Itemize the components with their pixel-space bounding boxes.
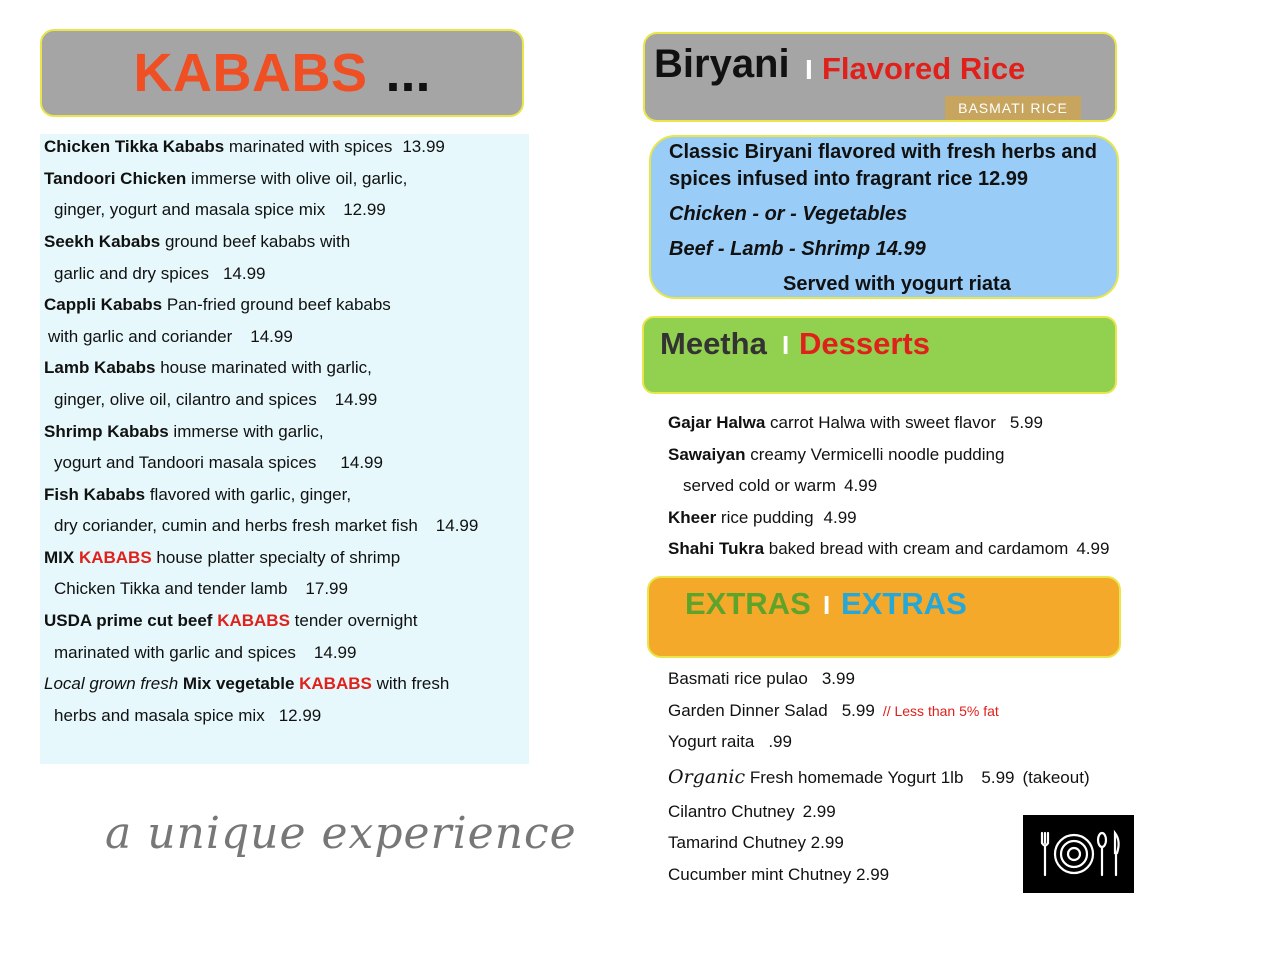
item-name: Lamb Kababs bbox=[44, 358, 156, 377]
item-desc: with garlic and coriander bbox=[48, 327, 233, 346]
plate-fork-spoon-knife-icon bbox=[1023, 815, 1134, 893]
item-price: 4.99 bbox=[823, 508, 857, 527]
item-name: Basmati rice pulao bbox=[668, 669, 808, 688]
item-intro: Local grown fresh bbox=[44, 674, 183, 693]
desserts-title: Meetha bbox=[660, 326, 767, 361]
item-desc: Pan-fried ground beef kababs bbox=[162, 295, 391, 314]
item-price: 14.99 bbox=[340, 453, 383, 472]
item-desc: marinated with garlic and spices bbox=[54, 643, 296, 662]
item-desc: rice pudding bbox=[716, 508, 814, 527]
item-name: MIX bbox=[44, 548, 79, 567]
item-name: Mix vegetable bbox=[182, 674, 300, 693]
low-fat-note: // Less than 5% fat bbox=[882, 703, 999, 719]
item-price: 12.99 bbox=[278, 706, 322, 725]
kababs-header bbox=[40, 29, 524, 117]
item-price: 5.99 bbox=[841, 701, 875, 720]
item-price: 14.99 bbox=[222, 264, 266, 283]
item-name: Sawaiyan bbox=[668, 445, 746, 464]
item-name: Shrimp Kababs bbox=[44, 422, 169, 441]
biryani-line-2: spices infused into fragrant rice 12.99 bbox=[669, 168, 1029, 190]
item-name: Garden Dinner Salad bbox=[668, 701, 828, 720]
tagline: a unique experience bbox=[105, 808, 577, 859]
menu-item-usda bbox=[44, 609, 418, 633]
item-price: 12.99 bbox=[343, 200, 386, 219]
item-desc: immerse with garlic, bbox=[168, 422, 324, 441]
biryani-title: Biryani bbox=[654, 42, 790, 86]
item-name: Yogurt raita bbox=[668, 732, 755, 751]
menu-item-tandoori-chicken-cont bbox=[54, 198, 386, 222]
item-desc: garlic and dry spices bbox=[54, 264, 209, 283]
menu-item-shrimp bbox=[44, 420, 324, 444]
biryani-line-1: Classic Biryani flavored with fresh herbs and bbox=[669, 141, 1097, 163]
title-separator: I bbox=[805, 54, 813, 85]
item-price: .99 bbox=[768, 732, 792, 751]
item-price: 14.99 bbox=[435, 516, 479, 535]
biryani-options-1: Chicken - or - Vegetables bbox=[669, 203, 908, 225]
item-desc: baked bread with cream and cardamom bbox=[764, 539, 1069, 558]
extras-title: EXTRAS bbox=[685, 586, 811, 621]
menu-item-shrimp-cont bbox=[54, 451, 383, 475]
menu-item-tandoori-chicken bbox=[44, 167, 407, 191]
extra-item-salad bbox=[668, 699, 999, 723]
item-desc: creamy Vermicelli noodle pudding bbox=[745, 445, 1005, 464]
menu-item-veg-cont bbox=[54, 704, 321, 728]
item-desc: flavored with garlic, ginger, bbox=[145, 485, 352, 504]
extra-item-pulao bbox=[668, 667, 855, 691]
item-desc: ginger, olive oil, cilantro and spices bbox=[54, 390, 317, 409]
menu-item-seekh-cont bbox=[54, 262, 266, 286]
item-price: 4.99 bbox=[1076, 539, 1110, 558]
biryani-subtitle: Flavored Rice bbox=[822, 51, 1026, 86]
item-desc: ginger, yogurt and masala spice mix bbox=[54, 200, 326, 219]
item-desc: ground beef kababs with bbox=[160, 232, 351, 251]
kababs-title: KABABS bbox=[133, 43, 368, 103]
item-price: 14.99 bbox=[334, 390, 378, 409]
menu-item-seekh bbox=[44, 230, 350, 254]
menu-item-chicken-tikka bbox=[44, 135, 445, 159]
kababs-menu-list bbox=[40, 134, 529, 764]
dessert-item-gajar-halwa bbox=[668, 411, 1043, 435]
basmati-rice-badge: BASMATI RICE bbox=[945, 96, 1081, 120]
menu-item-usda-cont bbox=[54, 641, 356, 665]
menu-item-lamb bbox=[44, 356, 372, 380]
item-desc: house marinated with garlic, bbox=[155, 358, 372, 377]
item-name-highlight: KABABS bbox=[78, 548, 152, 567]
item-desc: house platter specialty of shrimp bbox=[151, 548, 401, 567]
item-price: 3.99 bbox=[821, 669, 855, 688]
item-name: Seekh Kababs bbox=[44, 232, 161, 251]
item-desc: yogurt and Tandoori masala spices bbox=[54, 453, 317, 472]
item-desc: tender overnight bbox=[289, 611, 418, 630]
title-separator: I bbox=[823, 590, 831, 620]
item-desc: dry coriander, cumin and herbs fresh market fish bbox=[54, 516, 418, 535]
plate-logo-svg bbox=[1023, 815, 1134, 893]
dessert-item-sawaiyan-cont bbox=[683, 474, 877, 498]
item-name: Cilantro Chutney bbox=[668, 802, 795, 821]
desserts-header bbox=[642, 316, 1117, 394]
desserts-subtitle: Desserts bbox=[799, 326, 930, 361]
item-desc: carrot Halwa with sweet flavor bbox=[765, 413, 996, 432]
item-price: 5.99 bbox=[981, 768, 1015, 787]
item-desc: immerse with olive oil, garlic, bbox=[186, 169, 408, 188]
item-price: 14.99 bbox=[250, 327, 293, 346]
item-name: Shahi Tukra bbox=[668, 539, 765, 558]
kababs-ellipsis: ... bbox=[385, 43, 431, 103]
dessert-item-sawaiyan bbox=[668, 443, 1004, 467]
dessert-item-kheer bbox=[668, 506, 857, 530]
menu-item-fish bbox=[44, 483, 351, 507]
item-desc: with fresh bbox=[371, 674, 450, 693]
item-name: Tandoori Chicken bbox=[44, 169, 187, 188]
extras-header bbox=[647, 576, 1121, 658]
biryani-served-with: Served with yogurt riata bbox=[783, 273, 1011, 295]
item-name: Kheer bbox=[668, 508, 717, 527]
biryani-options-2: Beef - Lamb - Shrimp 14.99 bbox=[669, 238, 926, 260]
item-name: Chicken Tikka Kababs bbox=[44, 137, 225, 156]
item-desc: herbs and masala spice mix bbox=[54, 706, 265, 725]
extras-title-2: EXTRAS bbox=[841, 586, 967, 621]
item-price: 4.99 bbox=[844, 476, 878, 495]
item-desc: marinated with spices bbox=[224, 137, 393, 156]
menu-item-lamb-cont bbox=[54, 388, 377, 412]
extra-item-organic-yogurt bbox=[668, 765, 1090, 789]
item-desc: Chicken Tikka and tender lamb bbox=[54, 579, 288, 598]
biryani-details bbox=[649, 135, 1119, 299]
item-price: 2.99 bbox=[802, 802, 836, 821]
menu-item-fish-cont bbox=[54, 514, 478, 538]
item-name-highlight: KABABS bbox=[217, 611, 290, 630]
item-name-highlight: KABABS bbox=[299, 674, 372, 693]
menu-item-mix-cont bbox=[54, 577, 348, 601]
extra-item-cucumber-chutney: Cucumber mint Chutney 2.99 bbox=[668, 865, 890, 884]
item-name: USDA prime cut beef bbox=[44, 611, 218, 630]
item-price: 17.99 bbox=[305, 579, 348, 598]
menu-item-cappli-cont bbox=[48, 325, 293, 349]
item-name: Fish Kababs bbox=[44, 485, 146, 504]
extra-item-tamarind-chutney: Tamarind Chutney 2.99 bbox=[668, 833, 844, 852]
dessert-item-shahi-tukra bbox=[668, 537, 1109, 561]
organic-label: Organic bbox=[668, 766, 746, 788]
menu-item-veg bbox=[44, 672, 449, 696]
biryani-header bbox=[643, 32, 1117, 122]
menu-item-mix bbox=[44, 546, 400, 570]
item-name: Cappli Kababs bbox=[44, 295, 163, 314]
item-price: 13.99 bbox=[402, 137, 445, 156]
item-desc: served cold or warm bbox=[683, 476, 837, 495]
item-price: 14.99 bbox=[313, 643, 357, 662]
item-name: Fresh homemade Yogurt 1lb bbox=[745, 768, 964, 787]
extra-item-cilantro-chutney bbox=[668, 800, 836, 824]
item-price: 5.99 bbox=[1009, 413, 1043, 432]
title-separator: I bbox=[782, 330, 790, 360]
item-name: Gajar Halwa bbox=[668, 413, 766, 432]
extra-item-raita bbox=[668, 730, 792, 754]
takeout-note: (takeout) bbox=[1022, 768, 1090, 787]
menu-item-cappli bbox=[44, 293, 391, 317]
